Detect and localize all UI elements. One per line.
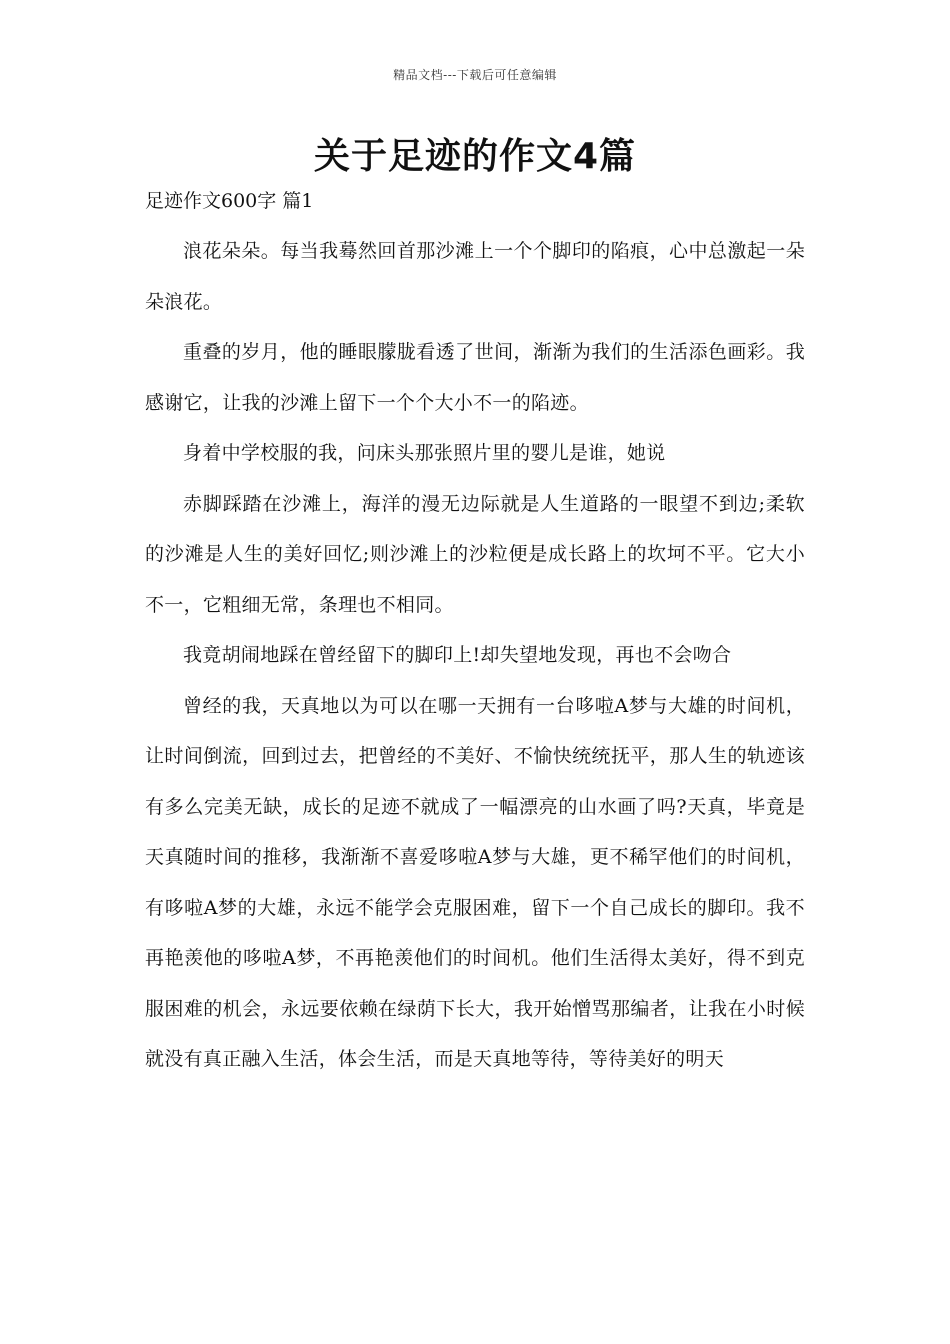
essay-body (145, 226, 805, 1085)
paragraph-2: 重叠的岁月，他的睡眼朦胧看透了世间，渐渐为我们的生活添色画彩。我感谢它，让我的沙滩上留下一个个大小不一的陷迹。 (145, 341, 805, 414)
document-title: 关于足迹的作文4篇 (313, 136, 637, 177)
header-note: 精品文档---下载后可任意编辑 (393, 68, 557, 82)
paragraph-6: 曾经的我，天真地以为可以在哪一天拥有一台哆啦A梦与大雄的时间机，让时间倒流，回到过去，把曾经的不美好、不愉快统统抚平，那人生的轨迹该有多么完美无缺，成长的足迹不就成了一幅漂亮的山水画了吗?天真，毕竟是天真随时间的推移，我渐渐不喜爱哆啦A梦与大雄，更不稀罕他们的时间机，有哆啦A梦的大雄，永远不能学会克服困难，留下一个自己成长的脚印。我不再艳羡他的哆啦A梦，不再艳羡他们的时间机。他们生活得太美好，得不到克服困难的机会，永远要依赖在绿荫下长大，我开始憎骂那编者，让我在小时候就没有真正融入生活，体会生活，而是天真地等待，等待美好的明天 (145, 694, 805, 1070)
paragraph-1: 浪花朵朵。每当我蓦然回首那沙滩上一个个脚印的陷痕，心中总激起一朵朵浪花。 (145, 240, 805, 313)
paragraph-5: 我竟胡闹地踩在曾经留下的脚印上!却失望地发现，再也不会吻合 (183, 644, 732, 666)
section-heading: 足迹作文600字 篇1 (145, 190, 314, 212)
paragraph-4: 赤脚踩踏在沙滩上，海洋的漫无边际就是人生道路的一眼望不到边;柔软的沙滩是人生的美好回忆;则沙滩上的沙粒便是成长路上的坎坷不平。它大小不一，它粗细无常，条理也不相同。 (145, 492, 805, 616)
paragraph-3: 身着中学校服的我，问床头那张照片里的婴儿是谁，她说 (183, 442, 666, 464)
